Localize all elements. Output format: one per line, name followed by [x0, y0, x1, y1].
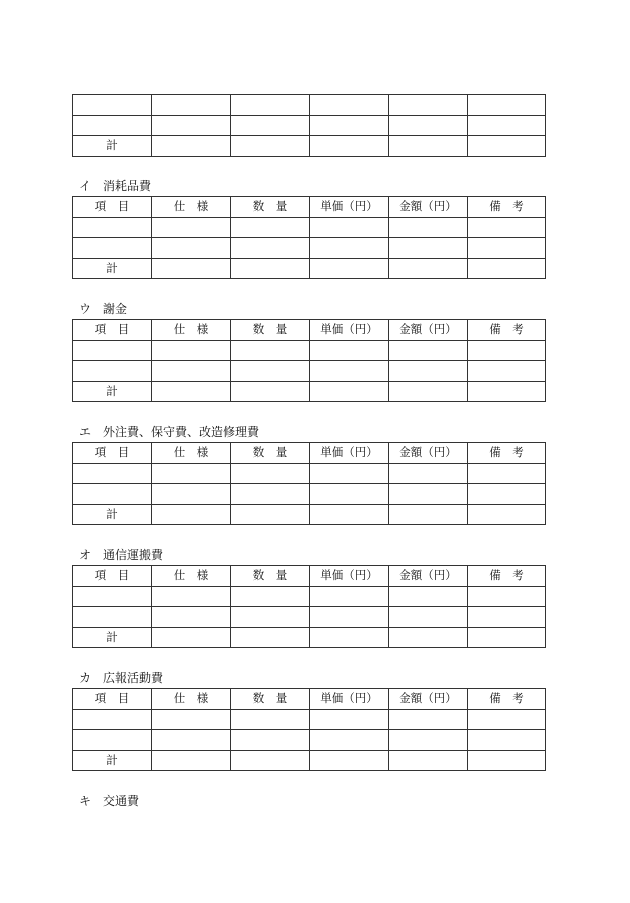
table-cell [231, 709, 310, 730]
table-cell [468, 258, 546, 279]
table-row [73, 484, 546, 505]
header-spec: 仕 様 [152, 197, 231, 218]
table-cell [389, 586, 468, 607]
total-label: 計 [73, 381, 152, 402]
table-cell [468, 95, 546, 116]
table-cell [468, 340, 546, 361]
table-row [73, 607, 546, 628]
table-cell [73, 217, 152, 238]
table-cell [231, 136, 310, 157]
header-unit-price: 単価（円） [310, 689, 389, 710]
header-row [73, 566, 546, 587]
table-cell [73, 484, 152, 505]
header-quantity: 数 量 [231, 689, 310, 710]
header-item: 項 目 [73, 566, 152, 587]
table-cell [73, 95, 152, 116]
table-row [73, 340, 546, 361]
header-spec: 仕 様 [152, 443, 231, 464]
table-cell [468, 709, 546, 730]
table-cell [468, 627, 546, 648]
table-cell [310, 484, 389, 505]
header-amount: 金額（円） [389, 689, 468, 710]
table-cell [468, 238, 546, 259]
section-mark: キ [79, 794, 92, 808]
table-cell [389, 115, 468, 136]
table-cell [231, 750, 310, 771]
total-row [73, 136, 546, 157]
table-cell [73, 463, 152, 484]
table-cell [468, 463, 546, 484]
table-cell [73, 361, 152, 382]
table-cell [73, 586, 152, 607]
total-label: 計 [73, 258, 152, 279]
table-cell [468, 750, 546, 771]
table-cell [389, 381, 468, 402]
table-cell [468, 361, 546, 382]
header-unit-price: 単価（円） [310, 443, 389, 464]
publicity-table [72, 688, 546, 771]
header-amount: 金額（円） [389, 443, 468, 464]
table-cell [310, 115, 389, 136]
table-cell [310, 709, 389, 730]
table-cell [231, 340, 310, 361]
table-cell [468, 217, 546, 238]
table-cell [73, 238, 152, 259]
total-row [73, 750, 546, 771]
header-remarks: 備 考 [468, 689, 546, 710]
table-cell [231, 238, 310, 259]
section-title: 消耗品費 [103, 179, 152, 193]
table-cell [152, 586, 231, 607]
section-heading-communication [79, 549, 163, 561]
table-cell [152, 627, 231, 648]
table-cell [310, 586, 389, 607]
table-cell [152, 484, 231, 505]
header-unit-price: 単価（円） [310, 320, 389, 341]
header-quantity: 数 量 [231, 566, 310, 587]
section-heading-consumables [79, 180, 151, 192]
table-cell [73, 115, 152, 136]
header-row [73, 197, 546, 218]
consumables-table [72, 196, 546, 279]
table-cell [73, 730, 152, 751]
section-title: 謝金 [103, 302, 128, 316]
table-row [73, 709, 546, 730]
table-row [73, 95, 546, 116]
table-cell [152, 340, 231, 361]
table-row [73, 361, 546, 382]
outsourcing-table [72, 442, 546, 525]
section-mark: エ [79, 425, 92, 439]
header-remarks: 備 考 [468, 320, 546, 341]
table-cell [468, 115, 546, 136]
table-cell [310, 361, 389, 382]
header-quantity: 数 量 [231, 197, 310, 218]
table-cell [310, 258, 389, 279]
table-row [73, 463, 546, 484]
table-cell [468, 586, 546, 607]
table-cell [231, 381, 310, 402]
table-cell [389, 95, 468, 116]
table-cell [152, 95, 231, 116]
table-cell [152, 607, 231, 628]
table-cell [310, 95, 389, 116]
section-heading-outsourcing [79, 426, 259, 438]
table-cell [152, 258, 231, 279]
header-row [73, 320, 546, 341]
total-row [73, 504, 546, 525]
table-cell [231, 258, 310, 279]
header-item: 項 目 [73, 443, 152, 464]
table-cell [389, 607, 468, 628]
table-cell [310, 504, 389, 525]
table-cell [152, 136, 231, 157]
header-item: 項 目 [73, 689, 152, 710]
section-mark: オ [79, 548, 92, 562]
table-cell [310, 730, 389, 751]
table-cell [389, 504, 468, 525]
header-amount: 金額（円） [389, 197, 468, 218]
section-mark: ウ [79, 302, 92, 316]
total-row [73, 258, 546, 279]
table-cell [389, 217, 468, 238]
header-item: 項 目 [73, 320, 152, 341]
header-item: 項 目 [73, 197, 152, 218]
table-row [73, 586, 546, 607]
table-cell [310, 136, 389, 157]
header-unit-price: 単価（円） [310, 197, 389, 218]
table-cell [310, 627, 389, 648]
table-cell [231, 463, 310, 484]
table-cell [231, 627, 310, 648]
total-label: 計 [73, 136, 152, 157]
table-row [73, 217, 546, 238]
table-cell [152, 217, 231, 238]
table-cell [231, 95, 310, 116]
table-cell [468, 607, 546, 628]
table-cell [152, 504, 231, 525]
table-cell [152, 463, 231, 484]
table-cell [389, 361, 468, 382]
table-cell [231, 484, 310, 505]
total-label: 計 [73, 750, 152, 771]
table-cell [152, 750, 231, 771]
table-row [73, 730, 546, 751]
table-cell [152, 115, 231, 136]
table-cell [152, 381, 231, 402]
table-cell [152, 238, 231, 259]
table-cell [389, 136, 468, 157]
header-remarks: 備 考 [468, 443, 546, 464]
table-cell [310, 340, 389, 361]
section-heading-honorarium [79, 303, 127, 315]
table-cell [231, 504, 310, 525]
table-cell [310, 238, 389, 259]
section-title: 外注費、保守費、改造修理費 [103, 425, 260, 439]
header-amount: 金額（円） [389, 320, 468, 341]
table-cell [389, 463, 468, 484]
table-cell [231, 730, 310, 751]
table-cell [231, 586, 310, 607]
table-cell [468, 381, 546, 402]
table-cell [310, 750, 389, 771]
table-cell [152, 730, 231, 751]
section-mark: イ [79, 179, 92, 193]
header-spec: 仕 様 [152, 566, 231, 587]
header-remarks: 備 考 [468, 197, 546, 218]
continued-table [72, 94, 546, 157]
table-cell [389, 627, 468, 648]
total-label: 計 [73, 627, 152, 648]
section-title: 広報活動費 [103, 671, 164, 685]
table-cell [310, 463, 389, 484]
section-title: 通信運搬費 [103, 548, 164, 562]
header-spec: 仕 様 [152, 320, 231, 341]
header-spec: 仕 様 [152, 689, 231, 710]
table-row [73, 115, 546, 136]
table-cell [231, 361, 310, 382]
section-heading-transportation [79, 795, 139, 807]
header-quantity: 数 量 [231, 320, 310, 341]
table-cell [231, 607, 310, 628]
header-unit-price: 単価（円） [310, 566, 389, 587]
header-row [73, 689, 546, 710]
total-row [73, 627, 546, 648]
table-cell [468, 730, 546, 751]
table-cell [389, 484, 468, 505]
table-row [73, 238, 546, 259]
table-cell [152, 709, 231, 730]
total-label: 計 [73, 504, 152, 525]
table-cell [389, 709, 468, 730]
honorarium-table [72, 319, 546, 402]
table-cell [73, 340, 152, 361]
table-cell [468, 484, 546, 505]
total-row [73, 381, 546, 402]
header-amount: 金額（円） [389, 566, 468, 587]
table-cell [152, 361, 231, 382]
header-row [73, 443, 546, 464]
section-heading-publicity [79, 672, 163, 684]
table-cell [389, 340, 468, 361]
table-cell [231, 115, 310, 136]
header-remarks: 備 考 [468, 566, 546, 587]
table-cell [73, 607, 152, 628]
table-cell [389, 730, 468, 751]
table-cell [310, 607, 389, 628]
table-cell [389, 258, 468, 279]
table-cell [468, 504, 546, 525]
table-cell [389, 750, 468, 771]
communication-table [72, 565, 546, 648]
table-cell [73, 709, 152, 730]
section-mark: カ [79, 671, 92, 685]
table-cell [389, 238, 468, 259]
table-cell [468, 136, 546, 157]
table-cell [310, 217, 389, 238]
header-quantity: 数 量 [231, 443, 310, 464]
table-cell [310, 381, 389, 402]
table-cell [231, 217, 310, 238]
section-title: 交通費 [103, 794, 140, 808]
